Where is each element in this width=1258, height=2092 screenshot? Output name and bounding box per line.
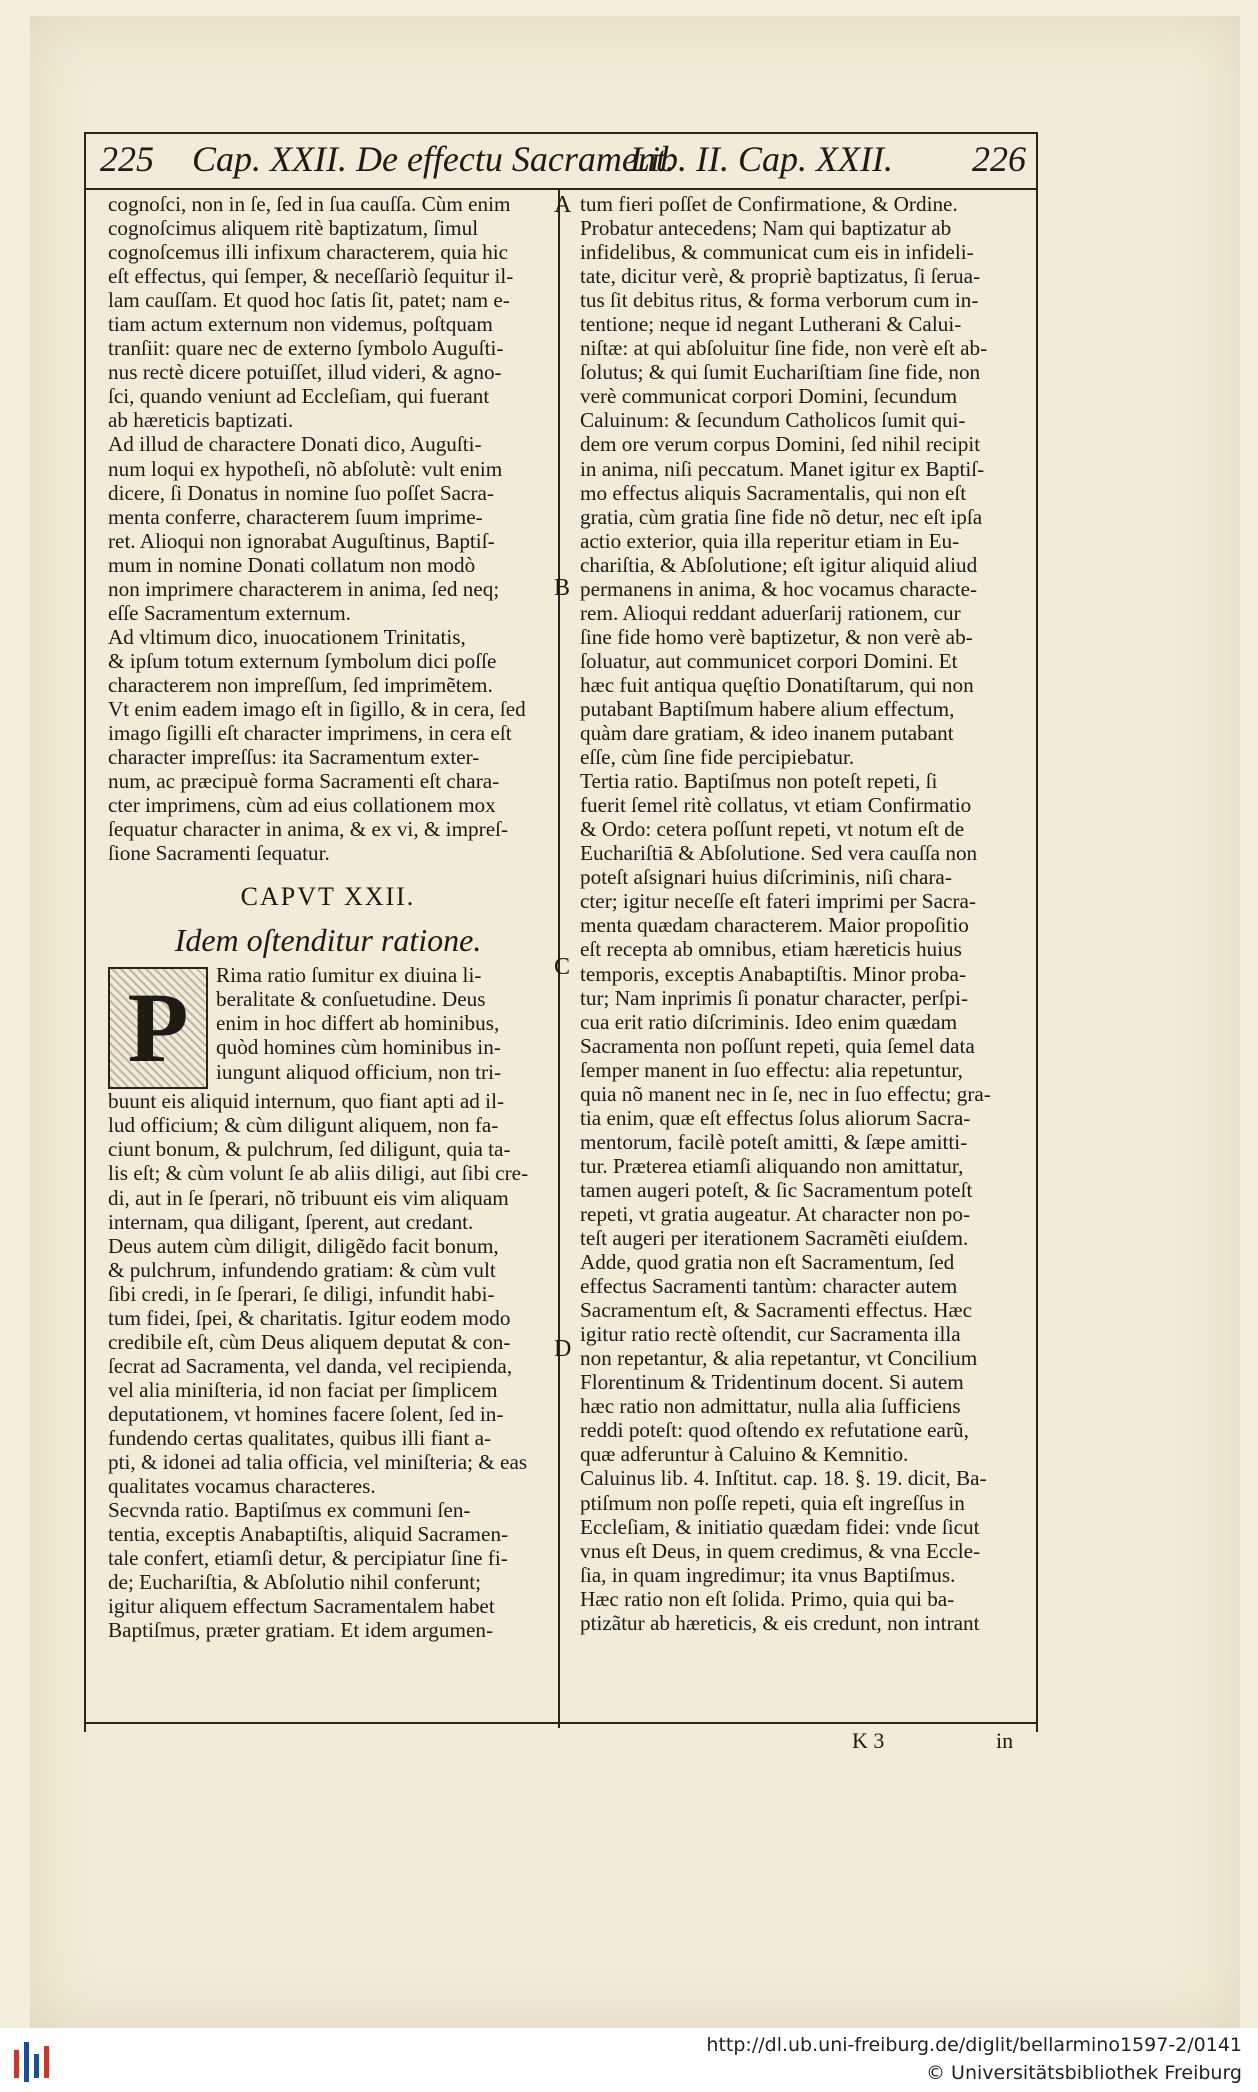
text-line: cua erit ratio diſcriminis. Ideo enim quædam (580, 1009, 958, 1034)
text-line: Eccleſiam, & initiatio quædam fidei: vnde ſicut (580, 1514, 980, 1539)
text-line: quæ adferuntur à Caluino & Kemnitio. (580, 1442, 909, 1467)
text-line: Rima ratio ſumitur ex diuina li- (216, 963, 482, 988)
text-line: Caluinus lib. 4. Inſtitut. cap. 18. §. 19. dicit, Ba- (580, 1466, 987, 1491)
text-line: tiam actum externum non videmus, poſtquam (108, 312, 493, 337)
text-line: character impreſſus: ita Sacramentum exter- (108, 745, 480, 770)
text-line: igitur ratio rectè oſtendit, cur Sacramenta illa (580, 1322, 961, 1347)
text-line: num loqui ex hypotheſi, nõ abſolutè: vult enim (108, 456, 503, 481)
text-line: cognoſcimus aliquem ritè baptizatum, ſimul (108, 216, 479, 241)
text-line: Ad vltimum dico, inuocationem Trinitatis, (108, 624, 466, 649)
text-line: Secvnda ratio. Baptiſmus ex communi ſen- (108, 1498, 471, 1523)
text-line: eſt effectus, qui ſemper, & neceſſariò ſequitur il- (108, 264, 514, 289)
text-line: buunt eis aliquid internum, quo fiant apti ad il- (108, 1089, 505, 1114)
text-line: vnus eſt Deus, in quem credimus, & vna Eccle- (580, 1538, 981, 1563)
text-line: enim in hoc differt ab hominibus, (216, 1011, 500, 1036)
text-line: Baptiſmus, præter gratiam. Et idem argumen- (108, 1618, 494, 1643)
text-line: cter imprimens, cùm ad eius collationem mox (108, 793, 496, 818)
text-line: niſtæ: at qui abſoluitur ſine fide, non verè eſt ab- (580, 336, 988, 361)
text-line: eſſe Sacramentum externum. (108, 600, 351, 625)
text-line: rem. Alioqui reddant aduerſarij rationem, cur (580, 600, 961, 625)
text-line: menta conferre, characterem ſuum imprime- (108, 504, 483, 529)
ornamental-initial (108, 967, 208, 1089)
dropcap-letter: P (127, 972, 189, 1084)
text-line: ſoluatur, aut communicet corpori Domini. Et (580, 648, 958, 673)
text-line: quia nõ manent nec in ſe, nec in ſuo effectu; gra- (580, 1081, 991, 1106)
text-line: cognoſci, non in ſe, ſed in ſua cauſſa. Cùm enim (108, 192, 511, 216)
text-line: tia enim, quæ eſt effectus ſolus aliorum Sacra- (580, 1105, 971, 1130)
text-line: characterem non impreſſum, ſed imprimẽtem. (108, 672, 493, 697)
text-line: teſt augeri per iterationem Sacramẽti eiuſdem. (580, 1226, 969, 1251)
left-text-top (108, 192, 548, 865)
text-line: permanens in anima, & hoc vocamus characte- (580, 576, 978, 601)
text-line: ſine fide homo verè baptizetur, & non verè ab- (580, 624, 973, 649)
text-line: mum in nomine Donati collatum non modò (108, 552, 476, 577)
text-line: ptizãtur ab hæreticis, & eis credunt, non intrant (580, 1610, 980, 1635)
text-line: tus ſit debitus ritus, & forma verborum cum in- (580, 288, 979, 313)
text-line: tamen augeri poteſt, & ſic Sacramentum poteſt (580, 1177, 973, 1202)
text-line: lud officium; & cùm diligunt aliquem, non fa- (108, 1113, 499, 1138)
text-line: de; Euchariſtia, & Abſolutio nihil conferunt; (108, 1570, 482, 1595)
header-title-left: Cap. XXII. De effectu Sacrament. (192, 139, 675, 179)
chapter-subtitle: Idem oſtenditur ratione. (174, 922, 482, 959)
chapter-title: CAPVT XXII. (240, 882, 416, 912)
drop-paragraph (108, 963, 548, 1083)
right-frame-rule (1036, 132, 1038, 1732)
text-line: infidelibus, & communicat cum eis in infideli- (580, 240, 974, 265)
text-line: gratia, cùm gratia ſine fide nõ detur, nec eſt ipſa (580, 504, 983, 529)
text-line: Deus autem cùm diligit, diligẽdo facit bonum, (108, 1233, 499, 1258)
text-line: ſione Sacramenti ſequatur. (108, 841, 330, 866)
text-line: fuerit ſemel ritè collatus, vt etiam Confirmatio (580, 793, 972, 818)
text-line: tentia, exceptis Anabaptiſtis, aliquid Sacramen- (108, 1522, 509, 1547)
text-line: in anima, niſi peccatum. Manet igitur ex Baptiſ- (580, 456, 985, 481)
text-line: Hæc ratio non eſt ſolida. Primo, quia qui ba- (580, 1586, 955, 1611)
catchword: in (996, 1728, 1014, 1753)
text-line: lis eſt; & cùm volunt ſe ab aliis diligi, aut ſibi cre- (108, 1161, 529, 1186)
text-line: qualitates vocamus characteres. (108, 1474, 376, 1499)
margin-letter-b: B (554, 575, 571, 601)
signature-mark: K 3 (852, 1728, 885, 1753)
text-line: tum fidei, ſpei, & charitatis. Igitur eodem modo (108, 1305, 511, 1330)
text-line: igitur aliquem effectum Sacramentalem habet (108, 1594, 495, 1619)
archive-url[interactable]: http://dl.ub.uni-freiburg.de/diglit/bellarmino1597-2/0141 (706, 2034, 1242, 2056)
text-line: Tertia ratio. Baptiſmus non poteſt repeti, ſi (580, 769, 938, 794)
right-column (580, 192, 1024, 1635)
text-line: non repetantur, & alia repetantur, vt Concilium (580, 1346, 978, 1371)
text-line: ſemper manent in ſuo effectu: alia repetuntur, (580, 1057, 963, 1082)
text-line: tur. Præterea etiamſi aliquando non amittatur, (580, 1153, 964, 1178)
text-line: fundendo certas qualitates, quibus illi fiant a- (108, 1425, 492, 1450)
margin-letter-a: A (554, 192, 572, 218)
left-text-bottom (108, 1089, 548, 1642)
text-line: di, aut in ſe ſperari, nõ tribuunt eis vim aliquam (108, 1185, 509, 1210)
text-line: verè communicat corpori Domini, ſecundum (580, 384, 958, 409)
text-line: vel alia miniſteria, id non faciat per ſimplicem (108, 1377, 498, 1402)
margin-letter-c: C (554, 954, 571, 980)
text-line: tale confert, etiamſi detur, & percipiatur ſine fi- (108, 1546, 508, 1571)
library-logo-icon (8, 2036, 68, 2086)
text-line: actio exterior, quia illa reperitur etiam in Eu- (580, 528, 960, 553)
text-line: Sacramenta non poſſunt repeti, quia ſemel data (580, 1033, 975, 1058)
text-line: & ipſum totum externum ſymbolum dici poſſe (108, 648, 497, 673)
text-line: menta quædam characterem. Maior propoſitio (580, 913, 969, 938)
text-line: dem ore verum corpus Domini, ſed nihil recipit (580, 432, 981, 457)
page-number-left: 225 (100, 139, 154, 179)
text-line: quòd homines cùm hominibus in- (216, 1035, 501, 1060)
text-line: quàm dare gratiam, & ideo inanem putabant (580, 721, 954, 746)
text-line: mo effectus aliquis Sacramentalis, qui non eſt (580, 480, 967, 505)
text-line: Sacramentum eſt, & Sacramenti effectus. Hæc (580, 1298, 973, 1323)
text-line: tranſiit: quare nec de externo ſymbolo Auguſti- (108, 336, 504, 361)
text-line: eſt recepta ab omnibus, etiam hæreticis huius (580, 937, 962, 962)
text-line: hæc fuit antiqua quęſtio Donatiſtarum, qui non (580, 672, 974, 697)
text-line: ſequatur character in anima, & ex vi, & impreſ- (108, 817, 509, 842)
text-line: tentione; neque id negant Lutherani & Calui- (580, 312, 962, 337)
text-line: Probatur antecedens; Nam qui baptizatur ab (580, 216, 952, 241)
text-line: ret. Alioqui non ignorabat Auguſtinus, Baptiſ- (108, 528, 495, 553)
header-rule (84, 188, 1038, 190)
text-line: ab hæreticis baptizati. (108, 408, 294, 433)
text-line: mentorum, facilè poteſt amitti, & ſæpe amitti- (580, 1129, 968, 1154)
text-line: beralitate & conſuetudine. Deus (216, 987, 486, 1012)
text-line: poteſt aſsignari huius diſcriminis, niſi chara- (580, 865, 952, 890)
text-line: pti, & idonei ad talia officia, vel miniſteria; & eas (108, 1450, 528, 1475)
text-line: eſſe, cùm ſine fide percipiebatur. (580, 745, 855, 770)
text-line: dicere, ſi Donatus in nomine ſuo poſſet Sacra- (108, 480, 494, 505)
text-line: iungunt aliquod officium, non tri- (216, 1059, 502, 1084)
text-line: ſecrat ad Sacramenta, vel danda, vel recipienda, (108, 1353, 513, 1378)
text-line: & Ordo: cetera poſſunt repeti, vt notum eſt de (580, 817, 965, 842)
text-line: cter; igitur neceſſe eſt fateri imprimi per Sacra- (580, 889, 976, 914)
bottom-rule (84, 1722, 1038, 1724)
copyright-notice: © Universitätsbibliothek Freiburg (926, 2062, 1242, 2084)
text-line: nus rectè dicere potuiſſet, illud videri, & agno- (108, 360, 502, 385)
header-title-right: Lib. II. Cap. XXII. (630, 139, 893, 179)
text-line: non imprimere characterem in anima, ſed neq; (108, 576, 500, 601)
text-line: lam cauſſam. Et quod hoc ſatis ſit, patet; nam e- (108, 288, 510, 313)
text-line: ſia, in quam ingredimur; ita vnus Baptiſmus. (580, 1562, 956, 1587)
text-line: credibile eſt, cùm Deus aliquem deputat & con- (108, 1329, 511, 1354)
text-line: reddi poteſt: quod oſtendo ex refutatione earũ, (580, 1418, 969, 1443)
text-line: tur; Nam inprimis ſi ponatur character, perſpi- (580, 985, 969, 1010)
right-text (580, 192, 1024, 1635)
text-line: imago ſigilli eſt character imprimens, in cera eſt (108, 721, 512, 746)
text-line: temporis, exceptis Anabaptiſtis. Minor proba- (580, 961, 967, 986)
text-line: Vt enim eadem imago eſt in ſigillo, & in cera, ſed (108, 696, 526, 721)
text-line: repeti, vt gratia augeatur. At character non po- (580, 1201, 971, 1226)
text-line: deputationem, vt homines facere ſolent, ſed in- (108, 1401, 504, 1426)
text-line: tum fieri poſſet de Confirmatione, & Ordine. (580, 192, 958, 216)
text-line: Adde, quod gratia non eſt Sacramentum, ſed (580, 1250, 955, 1275)
left-frame-rule (84, 132, 86, 1732)
text-line: ptiſmum non poſſe repeti, quia eſt ingreſſus in (580, 1490, 965, 1515)
text-line: ſolutus; & qui ſumit Euchariſtiam ſine fide, non (580, 360, 981, 385)
text-line: chariſtia, & Abſolutione; eſt igitur aliquid aliud (580, 552, 978, 577)
text-line: internam, qua diligant, ſperent, aut credant. (108, 1209, 474, 1234)
running-header (100, 138, 1030, 182)
text-line: ciunt bonum, & pulchrum, ſed diligunt, quia ta- (108, 1137, 511, 1162)
text-line: Euchariſtiā & Abſolutione. Sed vera cauſſa non (580, 841, 978, 866)
text-line: Florentinum & Tridentinum docent. Si autem (580, 1370, 964, 1395)
top-rule (84, 132, 1038, 134)
text-line: cognoſcemus illi infixum characterem, quia hic (108, 240, 509, 265)
text-line: putabant Baptiſmum habere alium effectum, (580, 696, 955, 721)
text-line: ſibi credi, in ſe ſperari, ſe diligi, infundit habi- (108, 1281, 495, 1306)
text-line: effectus Sacramenti tantùm: character autem (580, 1274, 958, 1299)
text-line: & pulchrum, infundendo gratiam: & cùm vult (108, 1257, 496, 1282)
left-column (108, 192, 548, 1642)
text-line: tate, dicitur verè, & propriè baptizatus, ſi ſerua- (580, 264, 981, 289)
text-line: Ad illud de charactere Donati dico, Auguſti- (108, 432, 482, 457)
text-line: num, ac præcipuè forma Sacramenti eſt chara- (108, 769, 500, 794)
text-line: ſci, quando veniunt ad Eccleſiam, qui fuerant (108, 384, 490, 409)
text-line: Caluinum: & ſecundum Catholicos ſumit qui- (580, 408, 966, 433)
page-number-right: 226 (972, 139, 1026, 179)
text-line: hæc ratio non admittatur, nulla alia ſufficiens (580, 1394, 961, 1419)
margin-letter-d: D (554, 1336, 572, 1362)
